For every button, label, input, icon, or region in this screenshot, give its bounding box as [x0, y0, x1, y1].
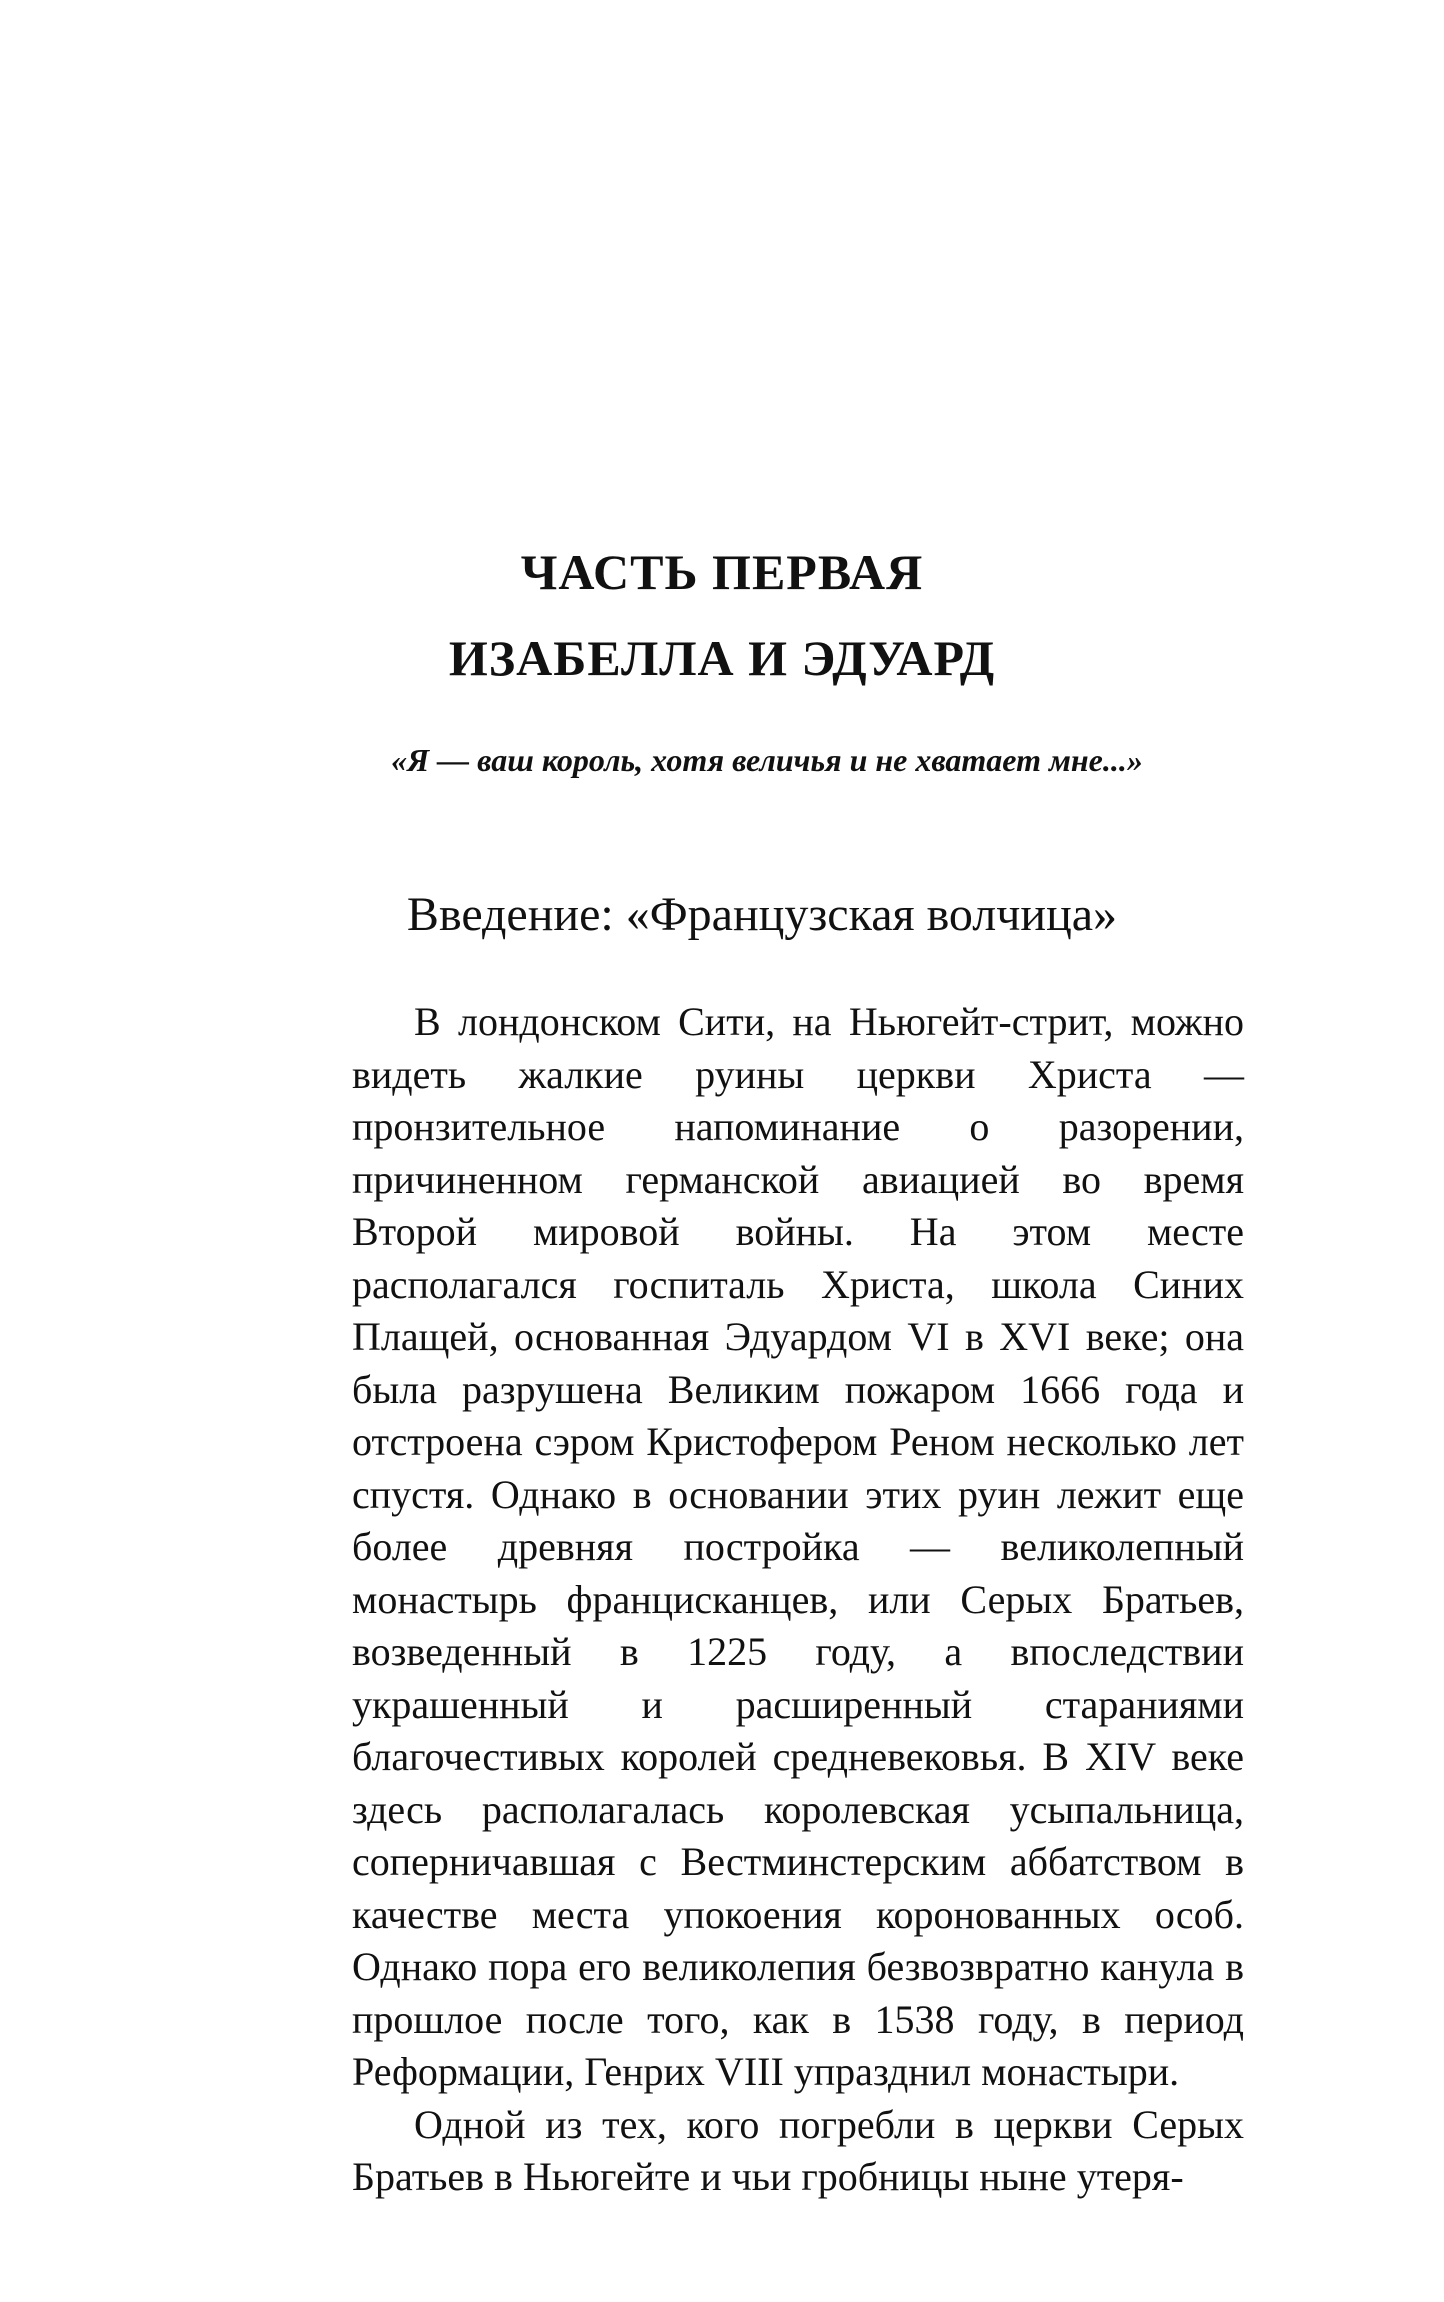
part-title: ИЗАБЕЛЛА И ЭДУАРД [448, 630, 996, 686]
epigraph: «Я — ваш король, хотя величья и не хватает мне...» [391, 742, 1143, 778]
paragraph: Одной из тех, кого погребли в церкви Серых Братьев в Ньюгейте и чьи гробницы ныне утеря- [352, 2101, 1244, 2199]
paragraph: В лондонском Сити, на Ньюгейт-стрит, можно видеть жалкие руины церкви Христа — пронзительное напоминание о разорении, причиненном германской авиацией во время Второй мировой войны. На этом месте располагался госпиталь Христа, школа Синих Плащей, основанная Эдуардом VI в XVI веке; она была разрушена Великим пожаром 1666 года и отстроена сэром Кристофером Реном несколько лет спустя. Однако в основании этих руин лежит еще более древняя постройка — великолепный монастырь францисканцев, или Серых Братьев, возведенный в 1225 году, а впоследствии украшенный и расширенный стараниями благочестивых королей средневековья. В XIV веке здесь располагалась королевская усыпальница, соперничавшая с Вестминстерским аббатством в качестве места упокоения коронованных особ. Однако пора его великолепия безвозвратно канула в прошлое после того, как в 1538 году, в период Реформации, Генрих VIII упразднил монастыри. [352, 999, 1245, 2094]
chapter-title: Введение: «Французская волчица» [406, 888, 1118, 941]
part-label: ЧАСТЬ ПЕРВАЯ [520, 544, 924, 600]
body-text [352, 996, 1244, 2204]
